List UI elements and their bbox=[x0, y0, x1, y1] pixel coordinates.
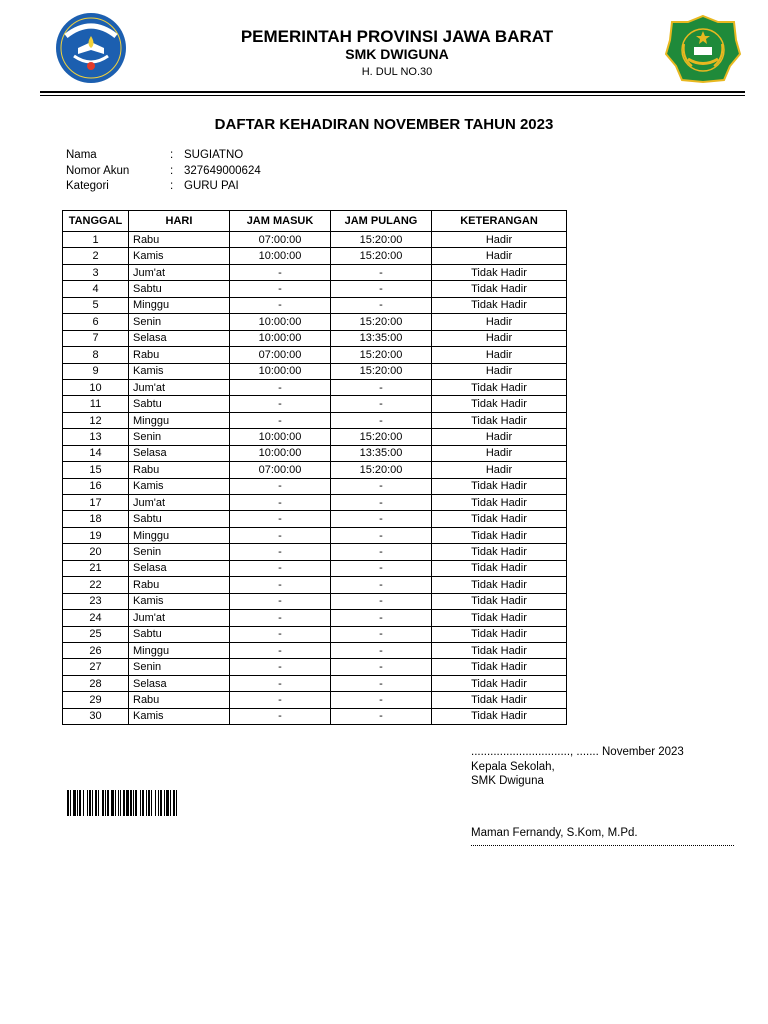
cell-day: Kamis bbox=[129, 363, 230, 379]
cell-remarks: Hadir bbox=[432, 429, 567, 445]
barcode-bar bbox=[92, 790, 93, 816]
cell-date: 20 bbox=[63, 544, 129, 560]
barcode-bar bbox=[146, 790, 147, 816]
cell-day: Kamis bbox=[129, 708, 230, 724]
barcode-bar bbox=[79, 790, 81, 816]
cell-time-out: - bbox=[331, 412, 432, 428]
cell-time-out: 15:20:00 bbox=[331, 429, 432, 445]
table-row bbox=[63, 675, 567, 691]
cell-time-out: - bbox=[331, 708, 432, 724]
cell-time-in: - bbox=[230, 495, 331, 511]
table-row bbox=[63, 511, 567, 527]
barcode-bar bbox=[176, 790, 177, 816]
table-row bbox=[63, 429, 567, 445]
barcode-bar bbox=[87, 790, 88, 816]
cell-time-in: 10:00:00 bbox=[230, 314, 331, 330]
cell-date: 25 bbox=[63, 626, 129, 642]
table-row bbox=[63, 560, 567, 576]
cell-remarks: Tidak Hadir bbox=[432, 544, 567, 560]
cell-time-in: - bbox=[230, 412, 331, 428]
cell-time-out: - bbox=[331, 527, 432, 543]
table-row bbox=[63, 445, 567, 461]
cell-day: Selasa bbox=[129, 445, 230, 461]
cell-day: Jum'at bbox=[129, 495, 230, 511]
cell-date: 26 bbox=[63, 642, 129, 658]
cell-time-in: - bbox=[230, 675, 331, 691]
info-label: Kategori bbox=[66, 180, 109, 192]
cell-day: Sabtu bbox=[129, 281, 230, 297]
employee-info bbox=[66, 148, 261, 195]
cell-time-out: - bbox=[331, 396, 432, 412]
barcode-bar bbox=[123, 790, 125, 816]
cell-time-in: - bbox=[230, 560, 331, 576]
cell-remarks: Hadir bbox=[432, 445, 567, 461]
table-row bbox=[63, 297, 567, 313]
signer-name: Maman Fernandy, S.Kom, M.Pd. bbox=[471, 827, 638, 839]
info-value: 327649000624 bbox=[184, 164, 261, 177]
cell-time-in: 10:00:00 bbox=[230, 248, 331, 264]
column-header-date: TANGGAL bbox=[63, 211, 129, 232]
header-divider-thick bbox=[40, 91, 745, 93]
school-address: H. DUL NO.30 bbox=[361, 66, 433, 78]
cell-remarks: Tidak Hadir bbox=[432, 577, 567, 593]
cell-date: 23 bbox=[63, 593, 129, 609]
table-row bbox=[63, 314, 567, 330]
cell-remarks: Hadir bbox=[432, 462, 567, 478]
cell-time-out: - bbox=[331, 593, 432, 609]
barcode-bar bbox=[67, 790, 69, 816]
cell-time-in: - bbox=[230, 626, 331, 642]
cell-day: Selasa bbox=[129, 675, 230, 691]
column-header-remarks: KETERANGAN bbox=[432, 211, 567, 232]
cell-day: Selasa bbox=[129, 330, 230, 346]
cell-time-out: - bbox=[331, 626, 432, 642]
table-row bbox=[63, 478, 567, 494]
cell-day: Sabtu bbox=[129, 626, 230, 642]
cell-date: 18 bbox=[63, 511, 129, 527]
cell-day: Sabtu bbox=[129, 396, 230, 412]
table-row bbox=[63, 610, 567, 626]
cell-remarks: Tidak Hadir bbox=[432, 626, 567, 642]
table-row bbox=[63, 396, 567, 412]
cell-time-out: - bbox=[331, 675, 432, 691]
cell-time-in: 10:00:00 bbox=[230, 330, 331, 346]
table-row bbox=[63, 462, 567, 478]
cell-day: Senin bbox=[129, 659, 230, 675]
signature-line bbox=[471, 845, 734, 846]
table-row bbox=[63, 659, 567, 675]
cell-time-in: - bbox=[230, 396, 331, 412]
cell-day: Jum'at bbox=[129, 264, 230, 280]
cell-remarks: Hadir bbox=[432, 248, 567, 264]
cell-time-out: - bbox=[331, 495, 432, 511]
cell-remarks: Tidak Hadir bbox=[432, 396, 567, 412]
table-row bbox=[63, 544, 567, 560]
table-body bbox=[63, 232, 567, 725]
barcode-bar bbox=[98, 790, 99, 816]
info-row-account bbox=[66, 164, 261, 180]
cell-date: 10 bbox=[63, 379, 129, 395]
cell-time-in: - bbox=[230, 692, 331, 708]
barcode-bar bbox=[158, 790, 159, 816]
cell-time-in: - bbox=[230, 478, 331, 494]
barcode-bar bbox=[140, 790, 141, 816]
barcode-bar bbox=[155, 790, 156, 816]
barcode-bar bbox=[77, 790, 78, 816]
table-row bbox=[63, 626, 567, 642]
cell-date: 17 bbox=[63, 495, 129, 511]
table-row bbox=[63, 232, 567, 248]
cell-time-in: - bbox=[230, 264, 331, 280]
government-title: PEMERINTAH PROVINSI JAWA BARAT bbox=[240, 27, 554, 46]
cell-remarks: Tidak Hadir bbox=[432, 692, 567, 708]
cell-time-in: - bbox=[230, 511, 331, 527]
cell-day: Senin bbox=[129, 314, 230, 330]
cell-remarks: Tidak Hadir bbox=[432, 527, 567, 543]
table-row bbox=[63, 412, 567, 428]
cell-time-in: 07:00:00 bbox=[230, 347, 331, 363]
barcode-bar bbox=[130, 790, 132, 816]
cell-time-in: 10:00:00 bbox=[230, 363, 331, 379]
cell-time-out: 15:20:00 bbox=[331, 314, 432, 330]
cell-remarks: Tidak Hadir bbox=[432, 495, 567, 511]
cell-time-out: - bbox=[331, 264, 432, 280]
barcode-bar bbox=[89, 790, 91, 816]
cell-time-out: - bbox=[331, 544, 432, 560]
cell-date: 16 bbox=[63, 478, 129, 494]
table-row bbox=[63, 708, 567, 724]
barcode-bar bbox=[118, 790, 119, 816]
cell-remarks: Tidak Hadir bbox=[432, 264, 567, 280]
cell-remarks: Hadir bbox=[432, 232, 567, 248]
cell-date: 24 bbox=[63, 610, 129, 626]
cell-date: 28 bbox=[63, 675, 129, 691]
cell-time-out: - bbox=[331, 379, 432, 395]
barcode-bar bbox=[133, 790, 134, 816]
cell-time-out: 15:20:00 bbox=[331, 232, 432, 248]
info-separator: : bbox=[170, 149, 174, 161]
cell-day: Selasa bbox=[129, 560, 230, 576]
barcode-bar bbox=[83, 790, 84, 816]
cell-day: Minggu bbox=[129, 412, 230, 428]
cell-day: Rabu bbox=[129, 347, 230, 363]
info-row-category bbox=[66, 179, 261, 195]
cell-date: 11 bbox=[63, 396, 129, 412]
cell-time-out: 15:20:00 bbox=[331, 347, 432, 363]
barcode-bar bbox=[135, 790, 137, 816]
cell-day: Sabtu bbox=[129, 511, 230, 527]
table-row bbox=[63, 577, 567, 593]
table-row bbox=[63, 264, 567, 280]
info-value: SUGIATNO bbox=[184, 149, 244, 161]
cell-time-in: 10:00:00 bbox=[230, 445, 331, 461]
barcode-bar bbox=[151, 790, 152, 816]
cell-remarks: Hadir bbox=[432, 330, 567, 346]
table-row bbox=[63, 363, 567, 379]
cell-time-in: - bbox=[230, 642, 331, 658]
table-row bbox=[63, 330, 567, 346]
cell-time-in: - bbox=[230, 297, 331, 313]
barcode-bar bbox=[148, 790, 150, 816]
cell-date: 22 bbox=[63, 577, 129, 593]
cell-date: 9 bbox=[63, 363, 129, 379]
cell-time-out: - bbox=[331, 511, 432, 527]
barcode-bar bbox=[166, 790, 169, 816]
cell-time-out: 15:20:00 bbox=[331, 248, 432, 264]
table-row bbox=[63, 692, 567, 708]
cell-date: 3 bbox=[63, 264, 129, 280]
barcode-bar bbox=[126, 790, 129, 816]
cell-date: 21 bbox=[63, 560, 129, 576]
cell-time-out: - bbox=[331, 281, 432, 297]
cell-date: 30 bbox=[63, 708, 129, 724]
cell-time-in: - bbox=[230, 527, 331, 543]
table-row bbox=[63, 495, 567, 511]
barcode-bar bbox=[173, 790, 175, 816]
barcode-bar bbox=[107, 790, 109, 816]
cell-day: Minggu bbox=[129, 642, 230, 658]
column-header-time-out: JAM PULANG bbox=[331, 211, 432, 232]
cell-remarks: Tidak Hadir bbox=[432, 297, 567, 313]
cell-remarks: Hadir bbox=[432, 347, 567, 363]
cell-time-out: 13:35:00 bbox=[331, 445, 432, 461]
table-row bbox=[63, 379, 567, 395]
info-label: Nomor Akun bbox=[66, 164, 130, 177]
cell-date: 1 bbox=[63, 232, 129, 248]
school-name: SMK DWIGUNA bbox=[345, 46, 449, 62]
cell-date: 2 bbox=[63, 248, 129, 264]
barcode-bar bbox=[70, 790, 71, 816]
cell-time-in: 10:00:00 bbox=[230, 429, 331, 445]
cell-day: Kamis bbox=[129, 593, 230, 609]
barcode-bar bbox=[142, 790, 144, 816]
header-divider-thin bbox=[40, 95, 745, 96]
cell-day: Jum'at bbox=[129, 610, 230, 626]
signature-position: Kepala Sekolah, bbox=[471, 760, 555, 773]
cell-remarks: Tidak Hadir bbox=[432, 560, 567, 576]
cell-remarks: Tidak Hadir bbox=[432, 281, 567, 297]
barcode bbox=[67, 790, 209, 821]
cell-time-out: 15:20:00 bbox=[331, 363, 432, 379]
cell-date: 15 bbox=[63, 462, 129, 478]
cell-remarks: Tidak Hadir bbox=[432, 642, 567, 658]
cell-date: 5 bbox=[63, 297, 129, 313]
cell-time-out: - bbox=[331, 577, 432, 593]
barcode-bar bbox=[95, 790, 97, 816]
barcode-bar bbox=[115, 790, 116, 816]
document-title: DAFTAR KEHADIRAN NOVEMBER TAHUN 2023 bbox=[214, 116, 554, 133]
cell-date: 7 bbox=[63, 330, 129, 346]
barcode-bar bbox=[105, 790, 106, 816]
info-label: Nama bbox=[66, 149, 97, 161]
table-row bbox=[63, 642, 567, 658]
cell-day: Kamis bbox=[129, 478, 230, 494]
info-separator: : bbox=[170, 164, 174, 177]
info-value: GURU PAI bbox=[184, 180, 239, 192]
table-row bbox=[63, 593, 567, 609]
barcode-bar bbox=[102, 790, 104, 816]
cell-time-out: - bbox=[331, 297, 432, 313]
barcode-bar bbox=[111, 790, 114, 816]
cell-day: Jum'at bbox=[129, 379, 230, 395]
table-row bbox=[63, 281, 567, 297]
attendance-table bbox=[62, 210, 567, 725]
cell-remarks: Tidak Hadir bbox=[432, 610, 567, 626]
cell-day: Minggu bbox=[129, 527, 230, 543]
barcode-bar bbox=[160, 790, 162, 816]
barcode-bar bbox=[120, 790, 121, 816]
info-row-name bbox=[66, 148, 261, 164]
info-separator: : bbox=[170, 180, 174, 192]
barcode-bar bbox=[73, 790, 76, 816]
column-header-day: HARI bbox=[129, 211, 230, 232]
cell-time-out: 13:35:00 bbox=[331, 330, 432, 346]
cell-time-in: - bbox=[230, 659, 331, 675]
signature-block bbox=[471, 745, 684, 789]
table-header-row bbox=[63, 211, 567, 232]
table-row bbox=[63, 248, 567, 264]
cell-time-out: - bbox=[331, 692, 432, 708]
cell-day: Rabu bbox=[129, 462, 230, 478]
cell-time-in: - bbox=[230, 281, 331, 297]
table-row bbox=[63, 347, 567, 363]
cell-time-out: - bbox=[331, 560, 432, 576]
cell-date: 19 bbox=[63, 527, 129, 543]
cell-remarks: Hadir bbox=[432, 363, 567, 379]
signature-date: ..............................., ....... November 2023 bbox=[471, 746, 684, 758]
cell-time-out: - bbox=[331, 478, 432, 494]
cell-day: Kamis bbox=[129, 248, 230, 264]
cell-day: Rabu bbox=[129, 692, 230, 708]
cell-time-out: - bbox=[331, 642, 432, 658]
barcode-bar bbox=[164, 790, 165, 816]
cell-date: 12 bbox=[63, 412, 129, 428]
cell-day: Senin bbox=[129, 544, 230, 560]
cell-remarks: Tidak Hadir bbox=[432, 511, 567, 527]
cell-remarks: Tidak Hadir bbox=[432, 659, 567, 675]
barcode-bar bbox=[170, 790, 171, 816]
cell-day: Rabu bbox=[129, 232, 230, 248]
cell-time-in: 07:00:00 bbox=[230, 232, 331, 248]
cell-remarks: Tidak Hadir bbox=[432, 593, 567, 609]
cell-time-in: - bbox=[230, 379, 331, 395]
cell-date: 6 bbox=[63, 314, 129, 330]
cell-date: 13 bbox=[63, 429, 129, 445]
cell-day: Senin bbox=[129, 429, 230, 445]
cell-time-in: 07:00:00 bbox=[230, 462, 331, 478]
signature-school: SMK Dwiguna bbox=[471, 775, 544, 787]
cell-day: Minggu bbox=[129, 297, 230, 313]
column-header-time-in: JAM MASUK bbox=[230, 211, 331, 232]
table-row bbox=[63, 527, 567, 543]
cell-time-out: - bbox=[331, 659, 432, 675]
cell-time-out: 15:20:00 bbox=[331, 462, 432, 478]
cell-remarks: Tidak Hadir bbox=[432, 708, 567, 724]
cell-time-in: - bbox=[230, 610, 331, 626]
cell-date: 8 bbox=[63, 347, 129, 363]
cell-date: 29 bbox=[63, 692, 129, 708]
cell-remarks: Tidak Hadir bbox=[432, 412, 567, 428]
cell-remarks: Tidak Hadir bbox=[432, 478, 567, 494]
cell-time-in: - bbox=[230, 544, 331, 560]
cell-time-in: - bbox=[230, 708, 331, 724]
cell-time-in: - bbox=[230, 593, 331, 609]
cell-remarks: Tidak Hadir bbox=[432, 675, 567, 691]
cell-time-in: - bbox=[230, 577, 331, 593]
cell-day: Rabu bbox=[129, 577, 230, 593]
cell-date: 4 bbox=[63, 281, 129, 297]
cell-remarks: Tidak Hadir bbox=[432, 379, 567, 395]
cell-date: 27 bbox=[63, 659, 129, 675]
cell-remarks: Hadir bbox=[432, 314, 567, 330]
cell-time-out: - bbox=[331, 610, 432, 626]
cell-date: 14 bbox=[63, 445, 129, 461]
